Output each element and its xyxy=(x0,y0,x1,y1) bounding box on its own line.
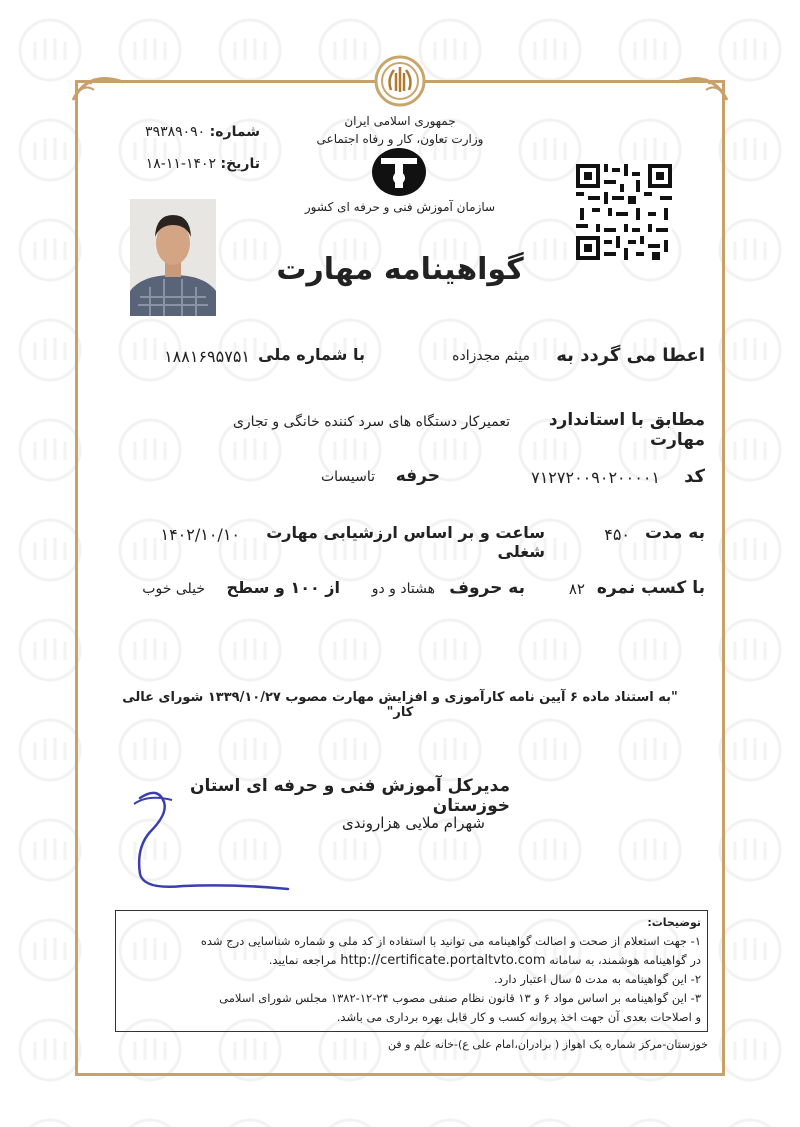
note-1-line-1: ۱- جهت استعلام از صحت و اصالت گواهینامه می توانید با استفاده از کد ملی و شماره شناسایی درج شده xyxy=(200,934,701,948)
hours-label: ساعت و بر اساس ارزشیابی مهارت شغلی xyxy=(266,523,545,561)
signatory-name: شهرام ملایی هزاروندی xyxy=(341,814,485,832)
note-3-line-1: ۳- این گواهینامه بر اساس مواد ۶ و ۱۳ قانون نظام صنفی مصوب ۲۴-۱۲-۱۳۸۲ مجلس شورای اسلامی xyxy=(219,991,701,1005)
national-id-label: با شماره ملی xyxy=(258,345,365,364)
date-label: تاریخ: xyxy=(220,156,260,172)
number-label: شماره: xyxy=(209,124,260,140)
duration-value: ۴۵۰ xyxy=(604,525,630,544)
right-ornament-icon xyxy=(672,70,732,110)
qr-code[interactable] xyxy=(576,164,672,260)
holder-photo xyxy=(130,199,216,316)
in-words-label: به حروف xyxy=(449,578,525,598)
number-value: ۳۹۳۸۹۰۹۰ xyxy=(145,124,206,140)
signature xyxy=(128,782,298,894)
code-label: کد xyxy=(684,466,705,487)
granted-label: اعطا می گردد به xyxy=(556,345,705,366)
certificate-title: گواهینامه مهارت xyxy=(276,252,524,287)
trade-label: حرفه xyxy=(395,466,440,486)
duration-label: به مدت xyxy=(644,523,705,543)
note-1-end: مراجعه نمایید. xyxy=(268,953,337,967)
notes-heading: توضیحات: xyxy=(647,916,701,929)
note-2: ۲- این گواهینامه به مدت ۵ سال اعتبار دارد. xyxy=(494,972,701,986)
score-in-words: هشتاد و دو xyxy=(371,581,435,597)
ministry-name: وزارت تعاون، کار و رفاه اجتماعی xyxy=(316,132,484,146)
trade-value: تاسیسات xyxy=(320,469,375,485)
iran-emblem-icon xyxy=(374,55,426,107)
score-value: ۸۲ xyxy=(568,580,585,598)
note-1-text: در گواهینامه هوشمند، به سامانه xyxy=(549,953,701,967)
standard-value: تعمیرکار دستگاه های سرد کننده خانگی و تجاری xyxy=(232,414,510,430)
organization-name: سازمان آموزش فنی و حرفه ای کشور xyxy=(304,200,496,214)
of-label: از ۱۰۰ و سطح xyxy=(226,578,340,597)
level-value: خیلی خوب xyxy=(142,581,205,597)
exam-date: ۱۴۰۲/۱۰/۱۰ xyxy=(160,525,240,544)
note-1-line-2 xyxy=(122,951,701,970)
regulation-reference: "به استناد ماده ۶ آیین نامه کارآموزی و افزایش مهارت مصوب ۱۳۳۹/۱۰/۲۷ شورای عالی کار" xyxy=(122,690,678,720)
footer-address: خوزستان-مرکز شماره یک اهواز ( برادران،امام علی ع)-خانه علم و فن xyxy=(387,1038,708,1051)
left-ornament-icon xyxy=(68,70,128,110)
standard-label: مطابق با استاندارد مهارت xyxy=(548,410,705,450)
holder-name: میثم مجدزاده xyxy=(452,348,530,364)
signatory-title: مدیرکل آموزش فنی و حرفه ای استان خوزستان xyxy=(189,776,510,816)
note-3-line-2: و اصلاحات بعدی آن جهت اخذ پروانه کسب و کار قابل بهره برداری می باشد. xyxy=(336,1010,701,1024)
date-value: ۱۴۰۲-۱۱-۱۸ xyxy=(145,156,217,172)
score-label: با کسب نمره xyxy=(596,578,705,598)
national-id-value: ۱۸۸۱۶۹۵۷۵۱ xyxy=(164,347,250,366)
country-name: جمهوری اسلامی ایران xyxy=(344,114,456,128)
verification-url[interactable]: http://certificate.portaltvto.com xyxy=(340,953,546,968)
notes-box xyxy=(115,910,708,1032)
tvto-logo-icon xyxy=(369,146,429,198)
code-value: ۷۱۲۷۲۰۰۹۰۲۰۰۰۰۱ xyxy=(531,468,660,487)
